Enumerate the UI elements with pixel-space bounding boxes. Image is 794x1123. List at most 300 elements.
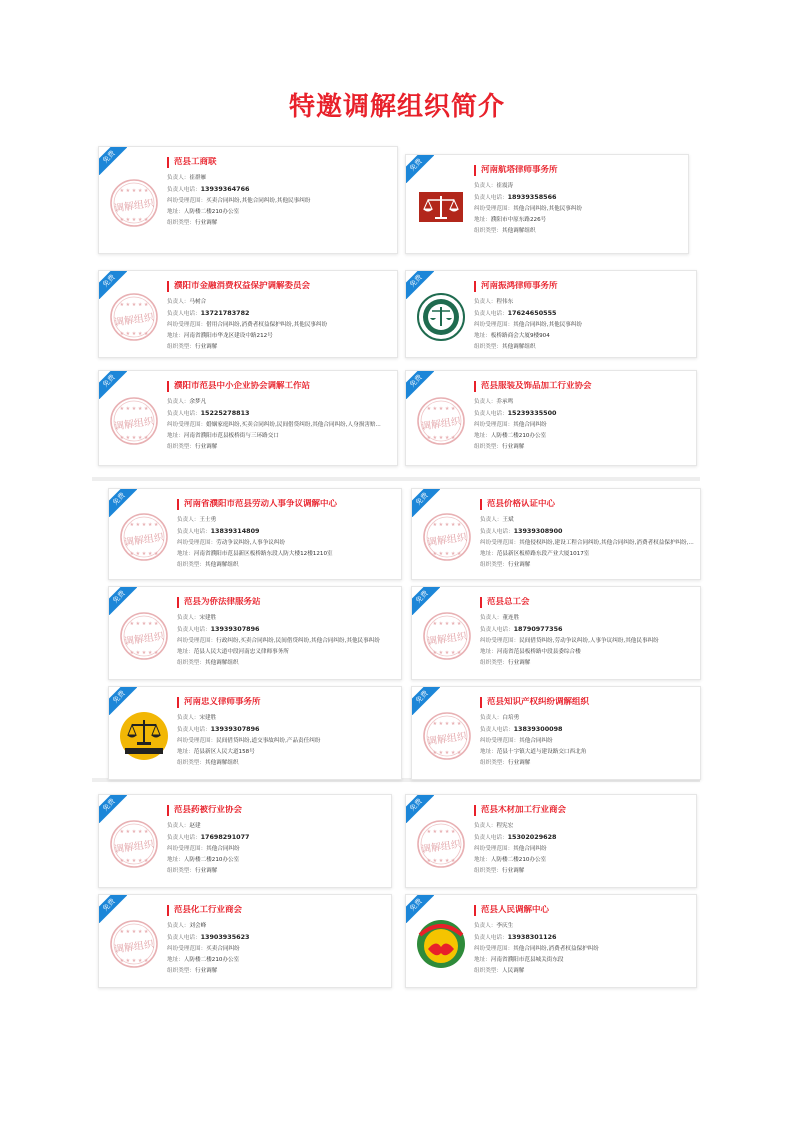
- scope-value: 其他合同纠纷,消费者权益保护纠纷: [513, 946, 599, 952]
- type-label: 组织类型：: [177, 760, 205, 766]
- phone-value: 17624650555: [507, 309, 557, 317]
- svg-text:★ ★ ★ ★ ★: ★ ★ ★ ★ ★: [432, 750, 462, 756]
- svg-text:调解组织: 调解组织: [426, 731, 468, 748]
- address-value: 范县新区板桥路东段产业大厦1017室: [496, 551, 590, 557]
- person-row: [480, 713, 694, 724]
- scope-label: 纠纷受理范围：: [474, 946, 514, 952]
- type-value: 行业调解: [194, 444, 218, 450]
- free-badge-label: 免费: [411, 586, 440, 615]
- scope-value: 其他侵权纠纷,建设工程合同纠纷,其他合同纠纷,消费者权益保护纠纷,...: [519, 540, 694, 546]
- address-label: 地址：: [167, 857, 184, 863]
- organization-name[interactable]: 河南航塔律师事务所: [474, 165, 682, 176]
- phone-row: [177, 724, 395, 736]
- svg-text:★ ★ ★ ★ ★: ★ ★ ★ ★ ★: [129, 621, 159, 627]
- address-label: 地址：: [177, 749, 194, 755]
- phone-row: [474, 832, 690, 844]
- person-label: 负责人：: [480, 715, 503, 721]
- scope-label: 纠纷受理范围：: [480, 638, 520, 644]
- phone-value: 13903935623: [200, 933, 250, 941]
- svg-text:★ ★ ★ ★ ★: ★ ★ ★ ★ ★: [119, 958, 149, 964]
- phone-value: 18939358566: [507, 193, 557, 201]
- svg-text:调解组织: 调解组织: [113, 416, 155, 433]
- svg-text:调解组织: 调解组织: [420, 839, 462, 856]
- scope-label: 纠纷受理范围：: [167, 198, 207, 204]
- scope-label: 纠纷受理范围：: [167, 946, 207, 952]
- organization-card[interactable]: [98, 794, 392, 888]
- organization-logo: [416, 182, 466, 232]
- phone-label: 负责人电话：: [167, 835, 201, 841]
- address-row: [474, 215, 682, 226]
- scope-row: [480, 636, 694, 647]
- type-row: [167, 442, 391, 453]
- organization-name[interactable]: 范县药被行业协会: [167, 805, 385, 816]
- organization-card[interactable]: [108, 586, 402, 680]
- person-value: 刘会峰: [189, 923, 207, 929]
- organization-card[interactable]: [405, 270, 697, 358]
- organization-logo: [422, 711, 472, 761]
- person-label: 负责人：: [480, 517, 503, 523]
- organization-card[interactable]: [108, 488, 402, 580]
- organization-name[interactable]: 范县化工行业商会: [167, 905, 385, 916]
- organization-card[interactable]: [98, 894, 392, 988]
- person-value: 赵建: [189, 823, 201, 829]
- organization-name[interactable]: 范县价格认证中心: [480, 499, 694, 510]
- phone-row: [167, 184, 391, 196]
- free-badge-label: 免费: [405, 270, 434, 299]
- person-label: 负责人：: [167, 923, 190, 929]
- phone-label: 负责人电话：: [474, 935, 508, 941]
- person-value: 董连胜: [502, 615, 520, 621]
- scope-value: 其他合同纠纷: [206, 846, 240, 852]
- organization-logo: [109, 178, 159, 228]
- address-label: 地址：: [474, 857, 491, 863]
- free-badge-label: 免费: [405, 894, 434, 923]
- person-value: 程宪宏: [496, 823, 514, 829]
- phone-value: 13939307896: [210, 625, 260, 633]
- address-label: 地址：: [474, 333, 491, 339]
- organization-logo: [416, 292, 466, 342]
- address-row: [480, 647, 694, 658]
- svg-text:★ ★ ★ ★ ★: ★ ★ ★ ★ ★: [129, 650, 159, 656]
- organization-card[interactable]: [411, 488, 701, 580]
- organization-card[interactable]: [98, 270, 398, 358]
- svg-text:调解组织: 调解组织: [426, 631, 468, 648]
- svg-text:★ ★ ★ ★ ★: ★ ★ ★ ★ ★: [119, 188, 149, 194]
- organization-logo: [109, 919, 159, 969]
- svg-text:★ ★ ★ ★ ★: ★ ★ ★ ★ ★: [426, 406, 456, 412]
- phone-value: 13939308900: [513, 527, 563, 535]
- type-value: 行业调解: [194, 868, 218, 874]
- scope-label: 纠纷受理范围：: [167, 322, 207, 328]
- scope-row: [474, 320, 690, 331]
- person-value: 余梦凡: [189, 399, 207, 405]
- organization-name[interactable]: 范县知识产权纠纷调解组织: [480, 697, 694, 708]
- type-value: 其他调解组织: [204, 562, 239, 568]
- scope-row: [167, 196, 391, 207]
- scope-row: [167, 420, 391, 431]
- person-row: [177, 613, 395, 624]
- type-row: [167, 866, 385, 877]
- phone-value: 15225278813: [200, 409, 250, 417]
- type-label: 组织类型：: [474, 444, 502, 450]
- phone-label: 负责人电话：: [167, 311, 201, 317]
- person-value: 崔震涛: [496, 183, 514, 189]
- organization-name[interactable]: 范县人民调解中心: [474, 905, 690, 916]
- phone-value: 15302029628: [507, 833, 557, 841]
- scope-value: 其他合同纠纷: [519, 738, 553, 744]
- type-label: 组织类型：: [177, 562, 205, 568]
- svg-text:★ ★ ★ ★ ★: ★ ★ ★ ★ ★: [119, 858, 149, 864]
- scope-label: 纠纷受理范围：: [177, 638, 217, 644]
- organization-card[interactable]: [108, 686, 402, 780]
- free-badge-label: 免费: [405, 370, 434, 399]
- type-value: 人民调解: [501, 968, 525, 974]
- free-badge: [98, 146, 127, 175]
- address-value: 河南省濮阳市范县板桥街与三环路交口: [183, 433, 279, 439]
- scope-value: 民间借贷纠纷,劳动争议纠纷,人事争议纠纷,其他民事纠纷: [519, 638, 659, 644]
- phone-value: 13939364766: [200, 185, 250, 193]
- person-label: 负责人：: [474, 923, 497, 929]
- organization-name[interactable]: 濮阳市范县中小企业协会调解工作站: [167, 381, 391, 392]
- person-row: [474, 181, 682, 192]
- scope-label: 纠纷受理范围：: [474, 322, 514, 328]
- phone-label: 负责人电话：: [177, 627, 211, 633]
- organization-card[interactable]: [405, 370, 697, 466]
- address-row: [167, 331, 391, 342]
- person-row: [177, 713, 395, 724]
- address-label: 地址：: [167, 433, 184, 439]
- phone-row: [480, 724, 694, 736]
- person-row: [480, 515, 694, 526]
- type-label: 组织类型：: [474, 228, 502, 234]
- scope-value: 行政纠纷,买卖合同纠纷,民间借贷纠纷,其他合同纠纷,其他民事纠纷: [216, 638, 380, 644]
- type-value: 其他调解组织: [204, 760, 239, 766]
- address-label: 地址：: [474, 957, 491, 963]
- free-badge-label: 免费: [411, 686, 440, 715]
- type-row: [480, 560, 694, 571]
- type-row: [474, 866, 690, 877]
- svg-text:★ ★ ★ ★ ★: ★ ★ ★ ★ ★: [432, 551, 462, 557]
- scope-row: [474, 420, 690, 431]
- phone-row: [480, 526, 694, 538]
- phone-row: [167, 408, 391, 420]
- phone-label: 负责人电话：: [167, 187, 201, 193]
- person-label: 负责人：: [167, 399, 190, 405]
- person-row: [167, 297, 391, 308]
- address-value: 河南省濮阳市范县新区板桥路东段人防大楼12楼1210室: [193, 551, 333, 557]
- phone-row: [167, 308, 391, 320]
- svg-text:调解组织: 调解组织: [123, 631, 165, 648]
- free-badge-label: 免费: [98, 794, 127, 823]
- organization-logo: [119, 611, 169, 661]
- organization-name[interactable]: 河南振鸿律师事务所: [474, 281, 690, 292]
- person-label: 负责人：: [177, 715, 200, 721]
- person-value: 白培勇: [502, 715, 520, 721]
- address-value: 人防楼二楼210办公室: [183, 957, 240, 963]
- type-label: 组织类型：: [167, 344, 195, 350]
- address-value: 板桥路商会大厦9楼904: [490, 333, 550, 339]
- organization-logo: [422, 611, 472, 661]
- svg-text:★ ★ ★ ★ ★: ★ ★ ★ ★ ★: [426, 829, 456, 835]
- svg-text:★ ★ ★ ★ ★: ★ ★ ★ ★ ★: [129, 522, 159, 528]
- scope-label: 纠纷受理范围：: [177, 738, 217, 744]
- section-divider: [92, 477, 700, 481]
- scope-row: [480, 538, 694, 549]
- person-row: [167, 821, 385, 832]
- phone-row: [480, 624, 694, 636]
- svg-text:★ ★ ★ ★ ★: ★ ★ ★ ★ ★: [119, 331, 149, 337]
- organization-card[interactable]: [98, 370, 398, 466]
- organization-name[interactable]: 范县为侨法律服务站: [177, 597, 395, 608]
- organization-card[interactable]: [405, 154, 689, 254]
- type-label: 组织类型：: [480, 660, 508, 666]
- organization-name[interactable]: 范县工商联: [167, 157, 391, 168]
- svg-text:★ ★ ★ ★ ★: ★ ★ ★ ★ ★: [119, 435, 149, 441]
- type-row: [177, 658, 395, 669]
- phone-row: [167, 832, 385, 844]
- phone-value: 17698291077: [200, 833, 250, 841]
- organization-card[interactable]: [98, 146, 398, 254]
- type-label: 组织类型：: [167, 444, 195, 450]
- phone-row: [474, 932, 690, 944]
- address-label: 地址：: [480, 551, 497, 557]
- organization-logo: [109, 819, 159, 869]
- address-row: [167, 207, 391, 218]
- scope-row: [177, 538, 395, 549]
- scope-value: 其他合同纠纷: [513, 422, 547, 428]
- phone-label: 负责人电话：: [480, 529, 514, 535]
- address-row: [177, 747, 395, 758]
- scope-value: 买卖合同纠纷,其他合同纠纷,其他民事纠纷: [206, 198, 311, 204]
- svg-text:★ ★ ★ ★ ★: ★ ★ ★ ★ ★: [432, 650, 462, 656]
- type-value: 行业调解: [194, 344, 218, 350]
- phone-value: 13839314809: [210, 527, 260, 535]
- free-badge-label: 免费: [98, 270, 127, 299]
- phone-label: 负责人电话：: [474, 311, 508, 317]
- page-title: 特邀调解组织简介: [288, 92, 505, 122]
- phone-label: 负责人电话：: [167, 935, 201, 941]
- svg-text:调解组织: 调解组织: [426, 532, 468, 549]
- address-row: [474, 855, 690, 866]
- phone-value: 13939307896: [210, 725, 260, 733]
- svg-text:调解组织: 调解组织: [113, 312, 155, 329]
- svg-text:★ ★ ★ ★ ★: ★ ★ ★ ★ ★: [426, 435, 456, 441]
- person-label: 负责人：: [474, 823, 497, 829]
- scope-label: 纠纷受理范围：: [474, 206, 514, 212]
- scope-value: 婚姻家庭纠纷,买卖合同纠纷,民间借贷纠纷,其他合同纠纷,人身损害赔...: [206, 422, 381, 428]
- type-row: [177, 758, 395, 769]
- scope-value: 其他合同纠纷,其他民事纠纷: [513, 206, 583, 212]
- free-badge-label: 免费: [98, 370, 127, 399]
- organization-name[interactable]: 范县总工会: [480, 597, 694, 608]
- person-label: 负责人：: [177, 615, 200, 621]
- address-value: 范县新区人民大道158号: [193, 749, 255, 755]
- svg-text:调解组织: 调解组织: [420, 416, 462, 433]
- type-value: 行业调解: [501, 444, 525, 450]
- svg-text:调解组织: 调解组织: [113, 839, 155, 856]
- type-row: [480, 658, 694, 669]
- address-value: 人防楼二楼210办公室: [183, 209, 240, 215]
- person-value: 王士勇: [199, 517, 217, 523]
- person-row: [474, 821, 690, 832]
- address-row: [177, 647, 395, 658]
- person-value: 崔群雁: [189, 175, 207, 181]
- person-row: [167, 921, 385, 932]
- phone-row: [177, 624, 395, 636]
- free-badge: [405, 370, 434, 399]
- organization-logo: [416, 396, 466, 446]
- scope-value: 其他合同纠纷,其他民事纠纷: [513, 322, 583, 328]
- phone-value: 15239335500: [507, 409, 557, 417]
- svg-text:★ ★ ★ ★ ★: ★ ★ ★ ★ ★: [119, 302, 149, 308]
- scope-label: 纠纷受理范围：: [480, 540, 520, 546]
- person-label: 负责人：: [167, 175, 190, 181]
- person-label: 负责人：: [474, 299, 497, 305]
- type-value: 行业调解: [507, 660, 531, 666]
- type-value: 其他调解组织: [501, 344, 536, 350]
- scope-row: [177, 736, 395, 747]
- phone-label: 负责人电话：: [480, 627, 514, 633]
- person-label: 负责人：: [480, 615, 503, 621]
- organization-card[interactable]: [411, 586, 701, 680]
- type-value: 行业调解: [194, 220, 218, 226]
- address-value: 濮阳市中原东路226号: [490, 217, 547, 223]
- organization-logo: [109, 396, 159, 446]
- address-value: 人防楼二楼210办公室: [183, 857, 240, 863]
- type-label: 组织类型：: [167, 220, 195, 226]
- address-label: 地址：: [167, 209, 184, 215]
- phone-label: 负责人电话：: [474, 411, 508, 417]
- address-label: 地址：: [167, 957, 184, 963]
- type-label: 组织类型：: [177, 660, 205, 666]
- phone-row: [167, 932, 385, 944]
- type-row: [177, 560, 395, 571]
- svg-text:★ ★ ★ ★ ★: ★ ★ ★ ★ ★: [426, 858, 456, 864]
- address-row: [167, 855, 385, 866]
- scope-value: 其他合同纠纷: [513, 846, 547, 852]
- person-label: 负责人：: [167, 299, 190, 305]
- scope-value: 买卖合同纠纷: [206, 946, 240, 952]
- svg-text:★ ★ ★ ★ ★: ★ ★ ★ ★ ★: [119, 217, 149, 223]
- type-label: 组织类型：: [167, 868, 195, 874]
- person-label: 负责人：: [167, 823, 190, 829]
- phone-label: 负责人电话：: [177, 727, 211, 733]
- organization-card[interactable]: [411, 686, 701, 780]
- address-label: 地址：: [177, 649, 194, 655]
- type-row: [474, 966, 690, 977]
- type-row: [474, 342, 690, 353]
- organization-name[interactable]: 河南忠义律师事务所: [177, 697, 395, 708]
- address-value: 范县人民大道中段河南忠义律师事务所: [193, 649, 289, 655]
- person-value: 宋建胜: [199, 615, 217, 621]
- svg-text:★ ★ ★ ★ ★: ★ ★ ★ ★ ★: [119, 829, 149, 835]
- type-row: [167, 218, 391, 229]
- person-row: [167, 397, 391, 408]
- organization-card[interactable]: [405, 794, 697, 888]
- scope-label: 纠纷受理范围：: [474, 422, 514, 428]
- scope-row: [167, 320, 391, 331]
- organization-logo: [416, 919, 466, 969]
- type-row: [480, 758, 694, 769]
- scope-row: [167, 844, 385, 855]
- organization-name[interactable]: 河南省濮阳市范县劳动人事争议调解中心: [177, 499, 395, 510]
- type-label: 组织类型：: [480, 562, 508, 568]
- scope-row: [167, 944, 385, 955]
- scope-label: 纠纷受理范围：: [474, 846, 514, 852]
- phone-row: [474, 192, 682, 204]
- free-badge-label: 免费: [405, 794, 434, 823]
- free-badge: [405, 154, 434, 183]
- phone-value: 18790977356: [513, 625, 563, 633]
- scope-label: 纠纷受理范围：: [167, 422, 207, 428]
- person-value: 王斌: [502, 517, 514, 523]
- type-label: 组织类型：: [474, 344, 502, 350]
- address-row: [167, 955, 385, 966]
- scope-value: 民间借贷纠纷,道交事故纠纷,产品责任纠纷: [216, 738, 321, 744]
- type-value: 其他调解组织: [204, 660, 239, 666]
- address-row: [167, 431, 391, 442]
- phone-row: [474, 308, 690, 320]
- scope-label: 纠纷受理范围：: [167, 846, 207, 852]
- scope-row: [474, 204, 682, 215]
- type-value: 行业调解: [194, 968, 218, 974]
- free-badge-label: 免费: [98, 894, 127, 923]
- address-label: 地址：: [480, 749, 497, 755]
- scope-label: 纠纷受理范围：: [480, 738, 520, 744]
- organization-logo: [109, 292, 159, 342]
- person-row: [474, 921, 690, 932]
- scope-label: 纠纷受理范围：: [177, 540, 217, 546]
- type-value: 行业调解: [507, 760, 531, 766]
- phone-value: 13938301126: [507, 933, 557, 941]
- type-row: [474, 442, 690, 453]
- address-row: [480, 549, 694, 560]
- organization-logo: [416, 819, 466, 869]
- organization-name[interactable]: 濮阳市金融消费权益保护调解委员会: [167, 281, 391, 292]
- phone-label: 负责人电话：: [167, 411, 201, 417]
- organization-card[interactable]: [405, 894, 697, 988]
- person-value: 宋建胜: [199, 715, 217, 721]
- organization-name[interactable]: 范县服装及饰品加工行业协会: [474, 381, 690, 392]
- free-badge-label: 免费: [108, 686, 137, 715]
- address-value: 河南省濮阳市华龙区建设中路212号: [183, 333, 273, 339]
- scope-row: [480, 736, 694, 747]
- organization-logo: [119, 711, 169, 761]
- type-label: 组织类型：: [474, 868, 502, 874]
- address-row: [474, 431, 690, 442]
- free-badge-label: 免费: [98, 146, 127, 175]
- type-row: [167, 342, 391, 353]
- address-label: 地址：: [177, 551, 194, 557]
- svg-text:调解组织: 调解组织: [123, 532, 165, 549]
- phone-value: 13839300098: [513, 725, 563, 733]
- organization-logo: [119, 512, 169, 562]
- svg-text:★ ★ ★ ★ ★: ★ ★ ★ ★ ★: [129, 551, 159, 557]
- svg-text:★ ★ ★ ★ ★: ★ ★ ★ ★ ★: [432, 721, 462, 727]
- svg-text:★ ★ ★ ★ ★: ★ ★ ★ ★ ★: [119, 929, 149, 935]
- phone-value: 13721783782: [200, 309, 250, 317]
- scope-row: [177, 636, 395, 647]
- type-label: 组织类型：: [167, 968, 195, 974]
- scope-row: [474, 844, 690, 855]
- address-value: 范县十字镇大道与建设路交口西北角: [496, 749, 587, 755]
- free-badge-label: 免费: [411, 488, 440, 517]
- address-label: 地址：: [167, 333, 184, 339]
- scope-value: 借用合同纠纷,消费者权益保护纠纷,其他民事纠纷: [206, 322, 328, 328]
- address-row: [177, 549, 395, 560]
- organization-name[interactable]: 范县木材加工行业商会: [474, 805, 690, 816]
- free-badge-label: 免费: [405, 154, 434, 183]
